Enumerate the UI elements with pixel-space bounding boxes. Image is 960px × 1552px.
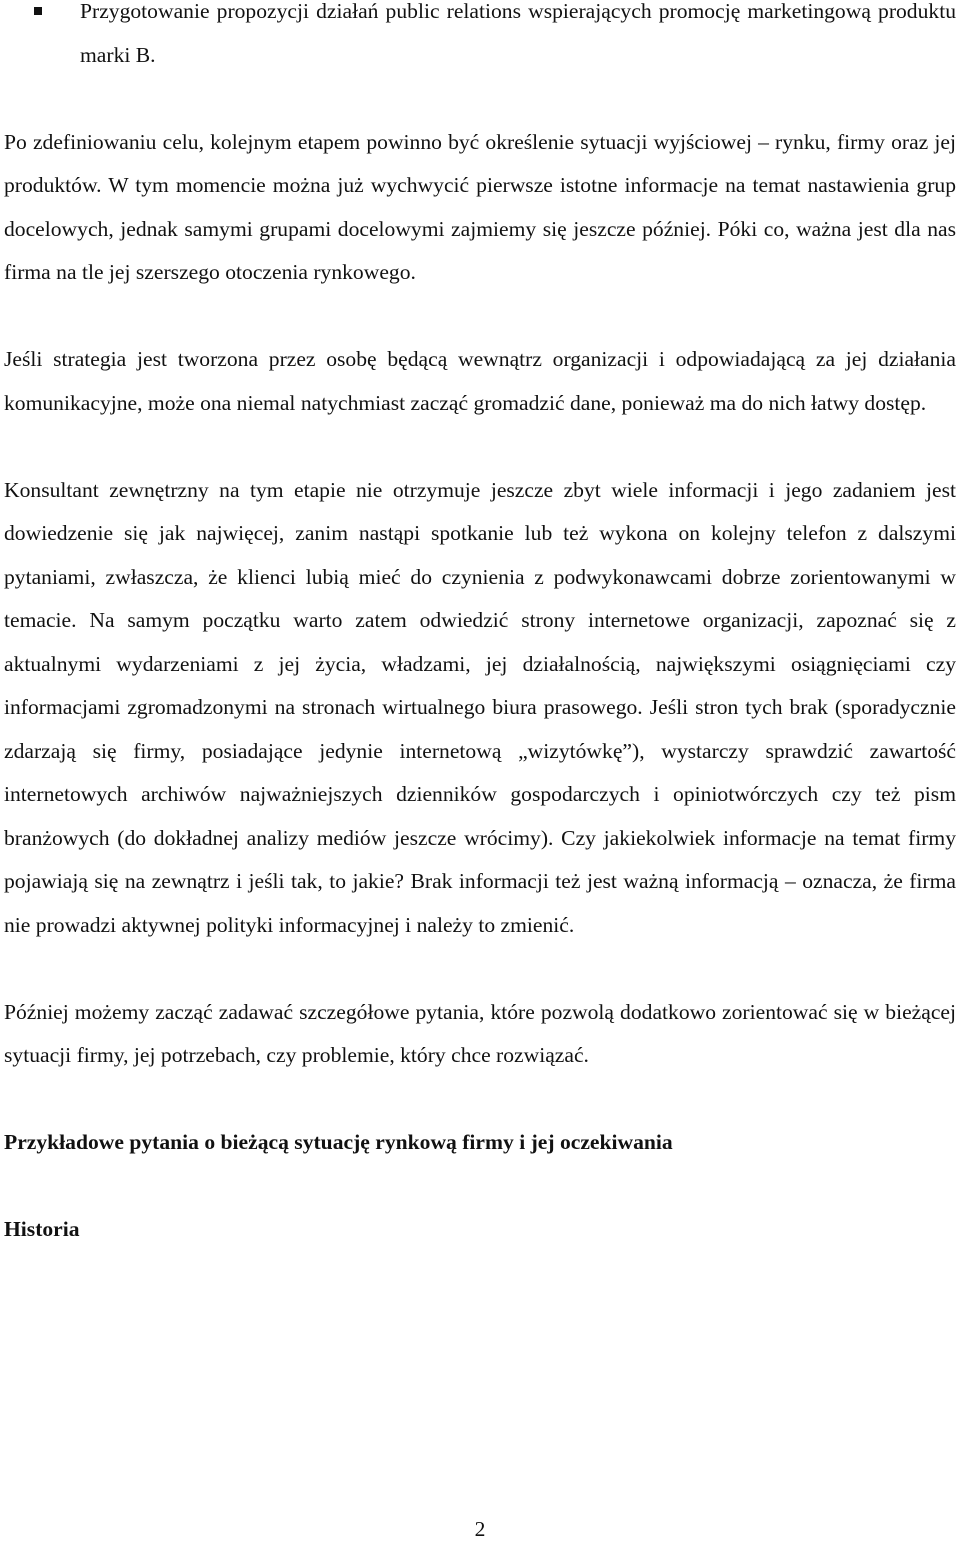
paragraph-spacer <box>4 425 956 469</box>
paragraph-market-situation: Po zdefiniowaniu celu, kolejnym etapem powinno być określenie sytuacji wyjściowej – rynku, firmy oraz jej produktów. W tym momencie można już wychwycić pierwsze istotne informacje na temat nastawienia grup docelowych, jednak samymi grupami docelowymi zajmiemy się jeszcze później. Póki co, ważna jest dla nas firma na tle jej szerszego otoczenia rynkowego. <box>4 129 956 284</box>
paragraph-internal-strategist: Jeśli strategia jest tworzona przez osobę będącą wewnątrz organizacji i odpowiadającą za jej działania komunikacyjne, może ona niemal natychmiast zacząć gromadzić dane, ponieważ ma do nich łatwy dostęp. <box>4 347 956 415</box>
paragraph-spacer <box>4 295 956 339</box>
paragraph-spacer <box>4 1165 956 1209</box>
page-number: 2 <box>474 1517 486 1541</box>
subsection-heading: Historia <box>4 1217 80 1241</box>
bullet-item <box>4 0 956 77</box>
paragraph-detailed-questions: Później możemy zacząć zadawać szczegółowe pytania, które pozwolą dodatkowo zorientować się w bieżącej sytuacji firmy, jej potrzebach, czy problemie, który chce rozwiązać. <box>4 999 956 1067</box>
paragraph-spacer <box>4 1078 956 1122</box>
square-bullet-icon <box>34 7 42 15</box>
document-page <box>4 0 956 1252</box>
paragraph-spacer <box>4 947 956 991</box>
paragraph-spacer <box>4 77 956 121</box>
section-heading: Przykładowe pytania o bieżącą sytuację rynkową firmy i jej oczekiwania <box>4 1130 673 1154</box>
paragraph-external-consultant: Konsultant zewnętrzny na tym etapie nie otrzymuje jeszcze zbyt wiele informacji i jego zadaniem jest dowiedzenie się jak najwięcej, zanim nastąpi spotkanie lub też wykona on kolejny telefon z dalszymi pytaniami, zwłaszcza, że klienci lubią mieć do czynienia z podwykonawcami dobrze zorientowanymi w temacie. Na samym początku warto zatem odwiedzić strony internetowe organizacji, zapoznać się z aktualnymi wydarzeniami z jej życia, władzami, jej działalnością, największymi osiągnięciami czy informacjami zgromadzonymi na stronach wirtualnego biura prasowego. Jeśli stron tych brak (sporadycznie zdarzają się firmy, posiadające jedynie internetową „wizytówkę”), wystarczy sprawdzić zawartość internetowych archiwów najważniejszych dzienników gospodarczych i opiniotwórczych czy też pism branżowych (do dokładnej analizy mediów jeszcze wrócimy). Czy jakiekolwiek informacje na temat firmy pojawiają się na zewnątrz i jeśli tak, to jakie? Brak informacji też jest ważną informacją – oznacza, że firma nie prowadzi aktywnej polityki informacyjnej i należy to zmienić. <box>4 477 956 937</box>
bullet-item-text: Przygotowanie propozycji działań public relations wspierających promocję marketingową produktu marki B. <box>80 0 956 67</box>
